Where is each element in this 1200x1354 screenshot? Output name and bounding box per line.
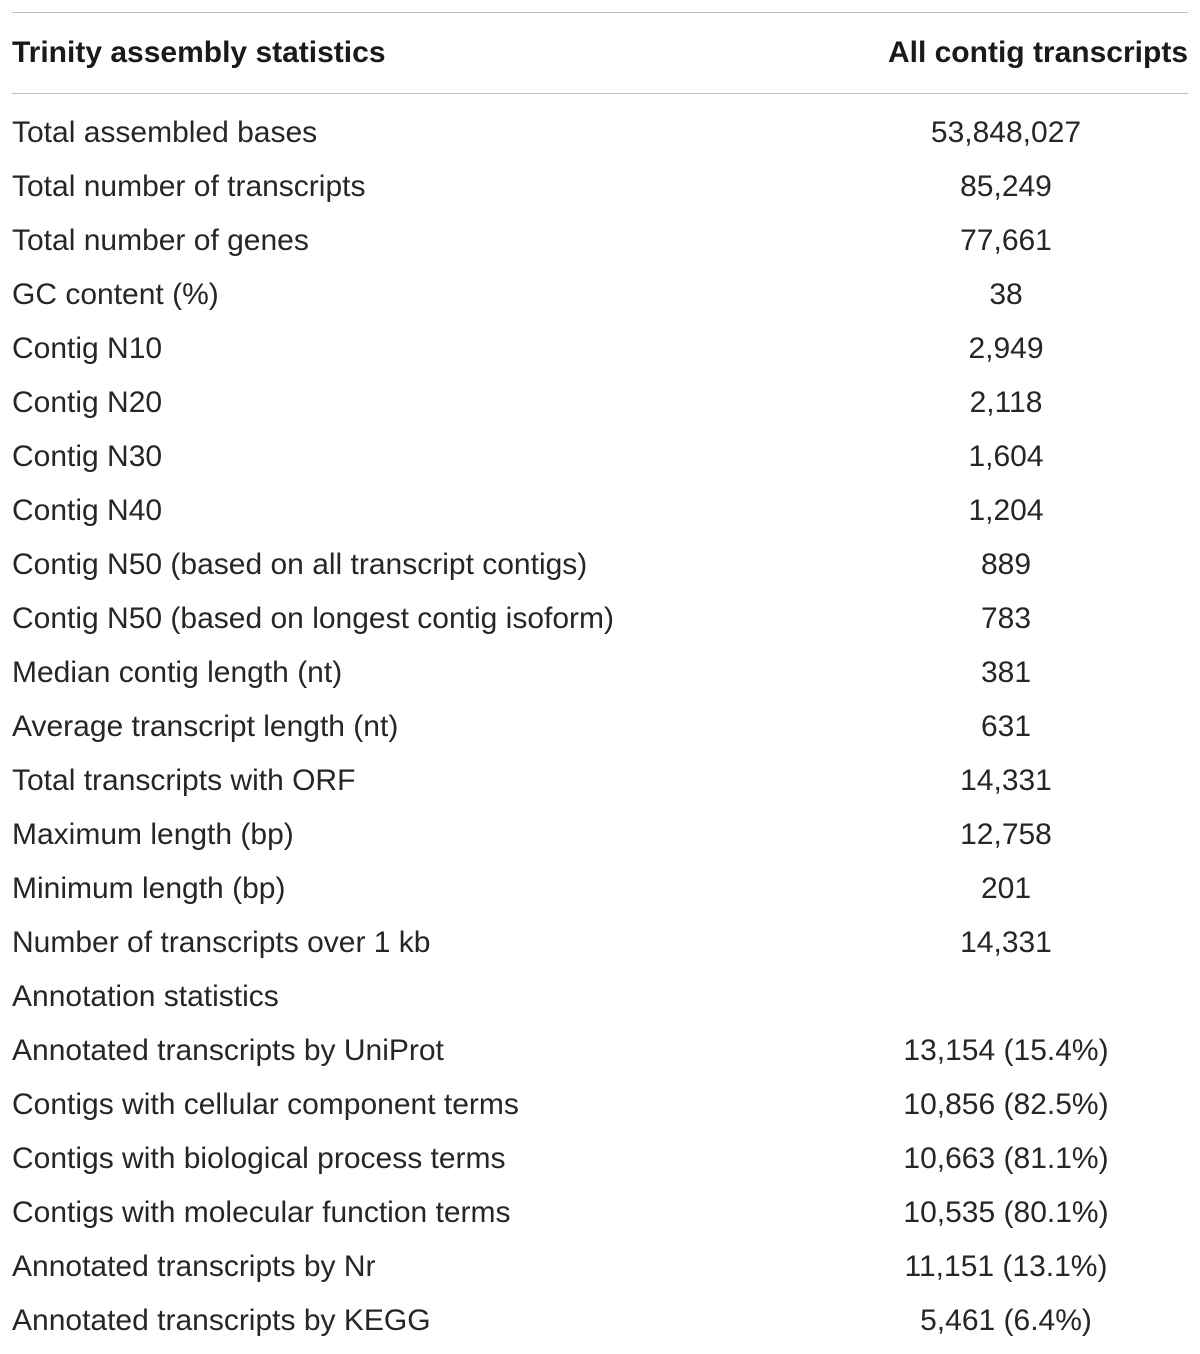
table-row (12, 268, 1188, 322)
row-label: Average transcript length (nt) (12, 710, 399, 743)
row-label: Annotated transcripts by KEGG (12, 1304, 431, 1337)
row-value: 1,204 (968, 494, 1044, 527)
table-header-row (12, 13, 1188, 93)
table-row (12, 970, 1188, 1024)
row-label: Contig N10 (12, 332, 163, 365)
row-label: Total number of transcripts (12, 170, 366, 203)
table-row (12, 322, 1188, 376)
row-value: 10,856 (82.5%) (903, 1088, 1109, 1121)
row-label: Median contig length (nt) (12, 656, 343, 689)
row-label: Total transcripts with ORF (12, 764, 356, 797)
row-value: 631 (980, 710, 1032, 743)
row-value: 201 (980, 872, 1032, 905)
row-value: 783 (980, 602, 1032, 635)
row-value: 85,249 (960, 170, 1052, 203)
table-row (12, 1240, 1188, 1294)
table-row (12, 1132, 1188, 1186)
row-value: 11,151 (13.1%) (904, 1250, 1108, 1283)
table-row (12, 1186, 1188, 1240)
row-label: GC content (%) (12, 278, 219, 311)
row-value: 38 (989, 278, 1023, 311)
table-row (12, 214, 1188, 268)
table-row (12, 1078, 1188, 1132)
row-value: 77,661 (960, 224, 1052, 257)
table-row (12, 646, 1188, 700)
table-row (12, 106, 1188, 160)
row-value: 10,535 (80.1%) (903, 1196, 1109, 1229)
row-label: Annotation statistics (12, 980, 279, 1013)
table-row (12, 700, 1188, 754)
table-row (12, 484, 1188, 538)
row-value: 12,758 (960, 818, 1052, 851)
row-label: Contigs with biological process terms (12, 1142, 506, 1175)
row-label: Total assembled bases (12, 116, 318, 149)
row-label: Contig N50 (based on all transcript contigs) (12, 548, 588, 581)
row-value: 5,461 (6.4%) (920, 1304, 1092, 1337)
header-value: All contig transcripts (887, 36, 1188, 69)
row-label: Contig N50 (based on longest contig isoform) (12, 602, 614, 635)
row-label: Contigs with cellular component terms (12, 1088, 519, 1121)
row-label: Minimum length (bp) (12, 872, 286, 905)
table-row (12, 754, 1188, 808)
table-row (12, 916, 1188, 970)
row-value: 14,331 (960, 764, 1052, 797)
table-row (12, 538, 1188, 592)
table-row (12, 376, 1188, 430)
table-row (12, 160, 1188, 214)
row-value: 2,118 (969, 386, 1043, 419)
row-value: 2,949 (968, 332, 1044, 365)
row-label: Contig N40 (12, 494, 163, 527)
table-body (12, 94, 1188, 1348)
table-row (12, 1024, 1188, 1078)
stats-table (12, 12, 1188, 1348)
header-statistic: Trinity assembly statistics (12, 36, 386, 69)
row-value: 889 (980, 548, 1032, 581)
table-row (12, 430, 1188, 484)
row-label: Number of transcripts over 1 kb (12, 926, 431, 959)
row-label: Contig N20 (12, 386, 163, 419)
row-label: Contigs with molecular function terms (12, 1196, 511, 1229)
row-label: Contig N30 (12, 440, 163, 473)
row-value: 14,331 (960, 926, 1052, 959)
row-value: 1,604 (968, 440, 1044, 473)
row-label: Maximum length (bp) (12, 818, 294, 851)
table-row (12, 592, 1188, 646)
row-value: 10,663 (81.1%) (903, 1142, 1109, 1175)
row-label: Total number of genes (12, 224, 309, 257)
row-label: Annotated transcripts by UniProt (12, 1034, 444, 1067)
row-value: 381 (980, 656, 1032, 689)
row-label: Annotated transcripts by Nr (12, 1250, 376, 1283)
row-value: 13,154 (15.4%) (903, 1034, 1109, 1067)
table-row (12, 862, 1188, 916)
table-row (12, 1294, 1188, 1348)
row-value: 53,848,027 (930, 116, 1082, 149)
table-row (12, 808, 1188, 862)
